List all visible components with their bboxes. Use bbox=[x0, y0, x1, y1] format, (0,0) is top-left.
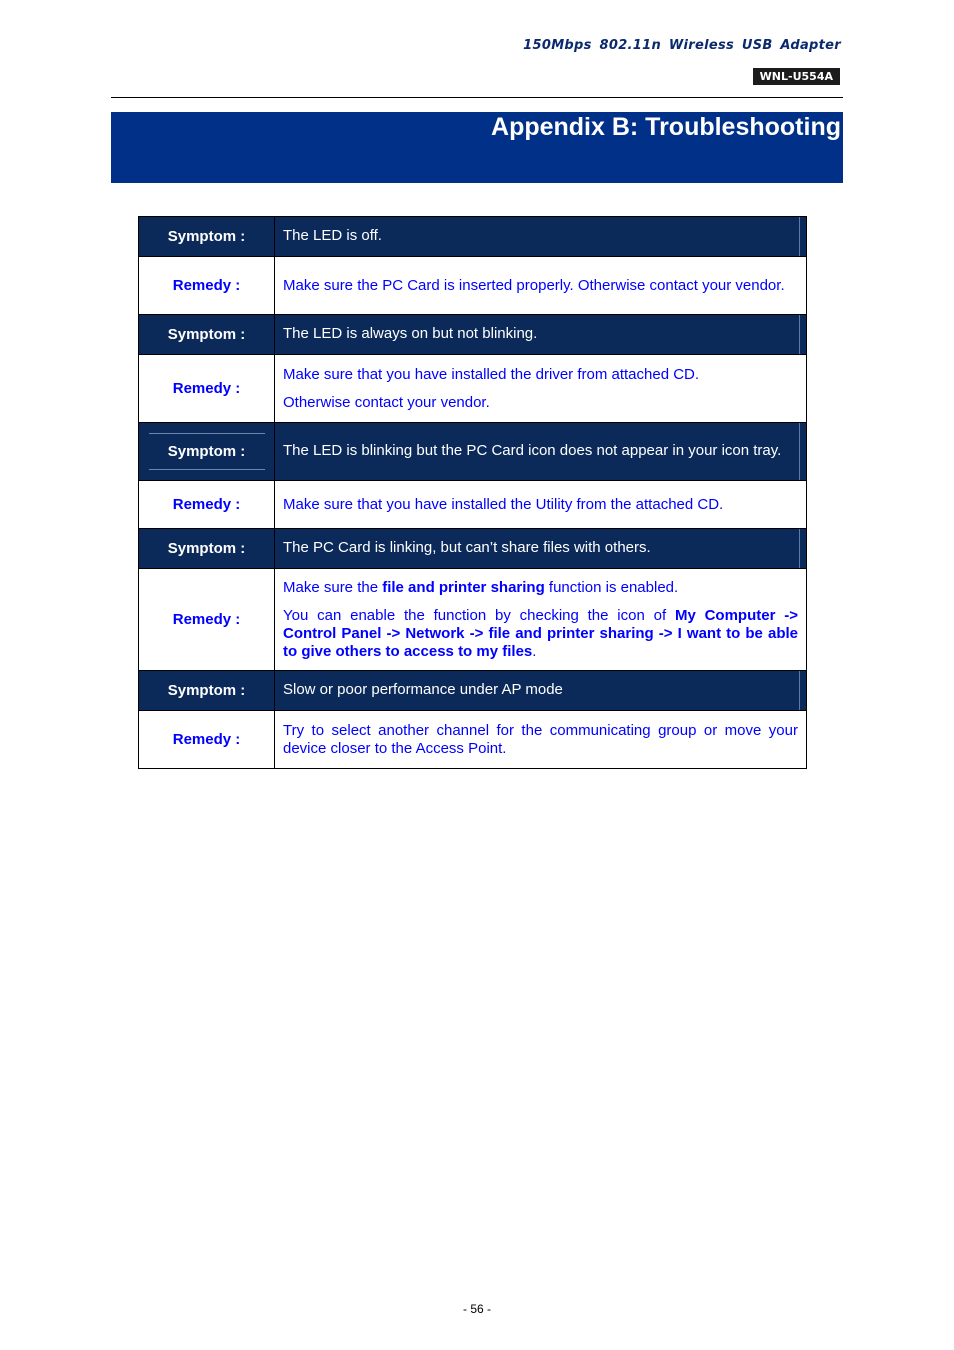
remedy-label: Remedy : bbox=[139, 569, 275, 671]
remedy-text-run: function is enabled. bbox=[544, 578, 679, 596]
remedy-label: Remedy : bbox=[139, 257, 275, 315]
symptom-label-text: Symptom : bbox=[167, 443, 246, 460]
remedy-label: Remedy : bbox=[139, 711, 275, 769]
symptom-row bbox=[139, 315, 807, 355]
remedy-text bbox=[275, 711, 807, 769]
symptom-label: Symptom : bbox=[139, 315, 275, 355]
remedy-row bbox=[139, 355, 807, 423]
remedy-paragraph: Try to select another channel for the communicating group or move your device closer to the Access Point. bbox=[283, 721, 798, 757]
remedy-paragraph bbox=[283, 607, 798, 661]
remedy-paragraph: Make sure that you have installed the Utility from the attached CD. bbox=[283, 495, 724, 513]
remedy-row bbox=[139, 711, 807, 769]
remedy-emphasis: My Computer -> Control Panel -> Network -> file and printer sharing -> I want to be able to give others to access to my files bbox=[283, 606, 798, 660]
remedy-text bbox=[275, 481, 807, 529]
symptom-row bbox=[139, 529, 807, 569]
remedy-paragraph bbox=[283, 579, 798, 597]
remedy-text-run: . bbox=[532, 642, 537, 660]
symptom-text: The PC Card is linking, but can’t share files with others. bbox=[275, 529, 807, 569]
symptom-text: The LED is off. bbox=[275, 217, 807, 257]
symptom-label bbox=[139, 423, 275, 481]
symptom-text: Slow or poor performance under AP mode bbox=[275, 671, 807, 711]
label-divider bbox=[149, 469, 265, 470]
remedy-label: Remedy : bbox=[139, 481, 275, 529]
remedy-paragraph: Make sure the PC Card is inserted properly. Otherwise contact your vendor. bbox=[283, 276, 785, 294]
page-number: - 56 - bbox=[462, 1302, 491, 1316]
remedy-text-run: Make sure the bbox=[283, 578, 383, 596]
symptom-text: The LED is always on but not blinking. bbox=[275, 315, 807, 355]
remedy-label: Remedy : bbox=[139, 355, 275, 423]
header-divider bbox=[111, 97, 843, 98]
symptom-label: Symptom : bbox=[139, 671, 275, 711]
remedy-text-run: You can enable the function by checking the icon of bbox=[283, 606, 675, 624]
title-banner bbox=[111, 112, 843, 183]
troubleshooting-table bbox=[138, 216, 807, 769]
label-divider bbox=[149, 433, 265, 434]
symptom-label: Symptom : bbox=[139, 529, 275, 569]
remedy-paragraph: Otherwise contact your vendor. bbox=[283, 393, 490, 411]
remedy-row bbox=[139, 569, 807, 671]
remedy-text bbox=[275, 355, 807, 423]
page-title: Appendix B: Troubleshooting bbox=[491, 113, 841, 141]
remedy-row bbox=[139, 257, 807, 315]
remedy-text bbox=[275, 569, 807, 671]
symptom-row bbox=[139, 217, 807, 257]
symptom-row bbox=[139, 423, 807, 481]
remedy-row bbox=[139, 481, 807, 529]
remedy-emphasis: file and printer sharing bbox=[382, 578, 545, 596]
remedy-text bbox=[275, 257, 807, 315]
model-badge: WNL-U554A bbox=[753, 68, 840, 85]
symptom-row bbox=[139, 671, 807, 711]
product-name: 150Mbps 802.11n Wireless USB Adapter bbox=[523, 38, 841, 53]
symptom-label: Symptom : bbox=[139, 217, 275, 257]
symptom-text: The LED is blinking but the PC Card icon does not appear in your icon tray. bbox=[275, 423, 807, 481]
remedy-paragraph: Make sure that you have installed the driver from attached CD. bbox=[283, 365, 700, 383]
